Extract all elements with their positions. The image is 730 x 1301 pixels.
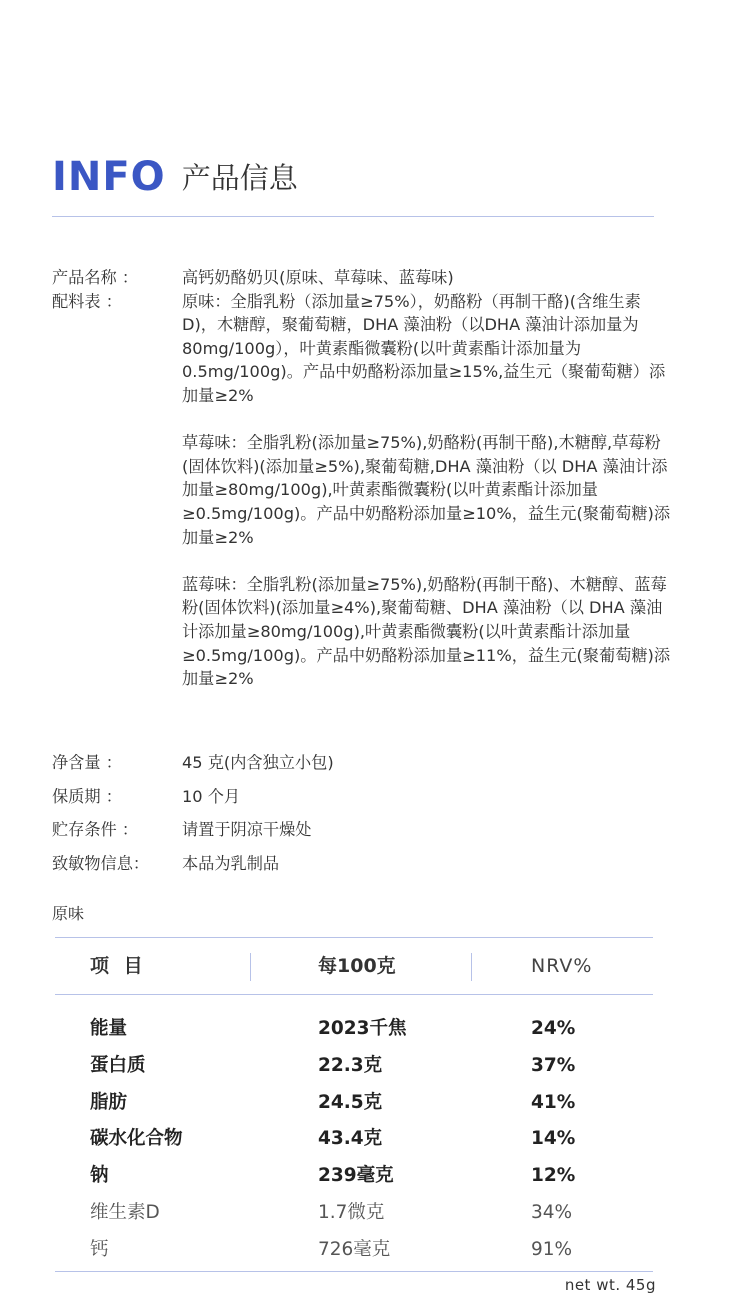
product-name-row — [52, 266, 677, 290]
product-meta-block — [52, 746, 672, 880]
nutrition-table — [55, 937, 653, 1269]
row-nrv: 91% — [531, 1238, 573, 1260]
allergen-value: 本品为乳制品 — [182, 853, 280, 873]
table-row — [55, 1195, 653, 1232]
table-header — [55, 938, 653, 994]
section-header — [52, 150, 298, 200]
net-weight: net wt. 45g — [564, 1276, 656, 1294]
row-per100: 239毫克 — [318, 1165, 394, 1187]
storage-row — [52, 813, 672, 847]
product-name-label: 产品名称 ： — [52, 268, 139, 287]
table-row — [55, 1011, 653, 1048]
ingredients-strawberry: 草莓味：全脂乳粉(添加量≥75%),奶酪粉(再制干酪),木糖醇,草莓粉(固体饮料)(添加量≥5%),聚葡萄糖,DHA 藻油粉（以 DHA 藻油计添加量≥80mg/100g),叶黄素酯微囊粉(以叶黄素酯计添加量≥0.5mg/100g)。产品中奶酪粉添加量≥10%，益生元(聚葡萄糖)添加量≥2% — [182, 433, 671, 547]
net-content-value: 45 克(内含独立小包) — [182, 753, 334, 772]
row-nutrient: 蛋白质 — [90, 1054, 146, 1076]
product-name-value: 高钙奶酪奶贝(原味、草莓味、蓝莓味) — [182, 268, 454, 287]
header-separator — [250, 953, 251, 981]
row-nrv: 37% — [531, 1054, 576, 1076]
row-per100: 22.3克 — [318, 1054, 383, 1076]
net-content-row — [52, 746, 672, 780]
shelf-life-label: 保质期 ： — [52, 786, 122, 806]
nutrition-flavor-label: 原味 — [52, 904, 85, 923]
row-nutrient: 能量 — [90, 1018, 128, 1039]
row-nutrient: 维生素D — [90, 1201, 160, 1223]
table-row — [55, 1232, 653, 1269]
header-item: 项 目 — [90, 955, 147, 977]
row-nrv: 41% — [531, 1091, 576, 1113]
ingredients-row — [52, 290, 677, 691]
header-separator — [471, 953, 472, 981]
row-nutrient: 脂肪 — [90, 1091, 128, 1113]
allergen-label: 致敏物信息： — [52, 853, 150, 873]
header-divider — [52, 216, 654, 217]
table-row — [55, 1048, 653, 1085]
row-nutrient: 钠 — [90, 1165, 109, 1187]
net-content-label: 净含量 ： — [52, 753, 122, 772]
storage-value: 请置于阴凉干燥处 — [182, 820, 312, 839]
allergen-row — [52, 847, 672, 881]
row-per100: 24.5克 — [318, 1091, 383, 1113]
header-per100: 每100克 — [318, 955, 396, 977]
shelf-life-row — [52, 780, 672, 814]
row-nutrient: 碳水化合物 — [90, 1128, 183, 1150]
row-per100: 2023千焦 — [318, 1018, 407, 1039]
row-nrv: 34% — [531, 1201, 573, 1223]
product-info-block — [52, 266, 677, 691]
table-bottom-rule — [55, 1271, 653, 1272]
row-per100: 1.7微克 — [318, 1201, 385, 1223]
shelf-life-value: 10 个月 — [182, 786, 241, 806]
row-per100: 43.4克 — [318, 1128, 383, 1150]
ingredients-blueberry: 蓝莓味：全脂乳粉(添加量≥75%),奶酪粉(再制干酪)、木糖醇、蓝莓粉(固体饮料)(添加量≥4%),聚葡萄糖、DHA 藻油粉（以 DHA 藻油计添加量≥80mg/100g),叶黄素酯微囊粉(以叶黄素酯计添加量≥0.5mg/100g)。产品中奶酪粉添加量≥11%，益生元(聚葡萄糖)添加量≥2% — [182, 574, 671, 689]
row-nrv: 14% — [531, 1128, 576, 1150]
row-nrv: 24% — [531, 1018, 576, 1039]
info-title-en: INFO — [52, 154, 166, 200]
ingredients-list — [182, 290, 677, 691]
table-row — [55, 1085, 653, 1122]
header-nrv: NRV% — [531, 955, 593, 977]
row-nutrient: 钙 — [90, 1238, 109, 1260]
table-body — [55, 995, 653, 1269]
ingredients-original: 原味：全脂乳粉（添加量≥75%），奶酪粉（再制干酪)(含维生素 D)，木糖醇，聚葡萄糖，DHA 藻油粉（以DHA 藻油计添加量为 80mg/100g），叶黄素酯微囊粉(以叶黄素酯计添加量为 0.5mg/100g)。产品中奶酪粉添加量≥15%,益生元（聚葡萄糖）添加量≥2% — [182, 291, 666, 405]
info-title-cn: 产品信息 — [181, 161, 298, 195]
row-per100: 726毫克 — [318, 1238, 391, 1260]
row-nrv: 12% — [531, 1165, 576, 1187]
ingredients-label: 配料表 ： — [52, 291, 122, 311]
table-row — [55, 1158, 653, 1195]
table-row — [55, 1121, 653, 1158]
storage-label: 贮存条件 ： — [52, 820, 139, 839]
